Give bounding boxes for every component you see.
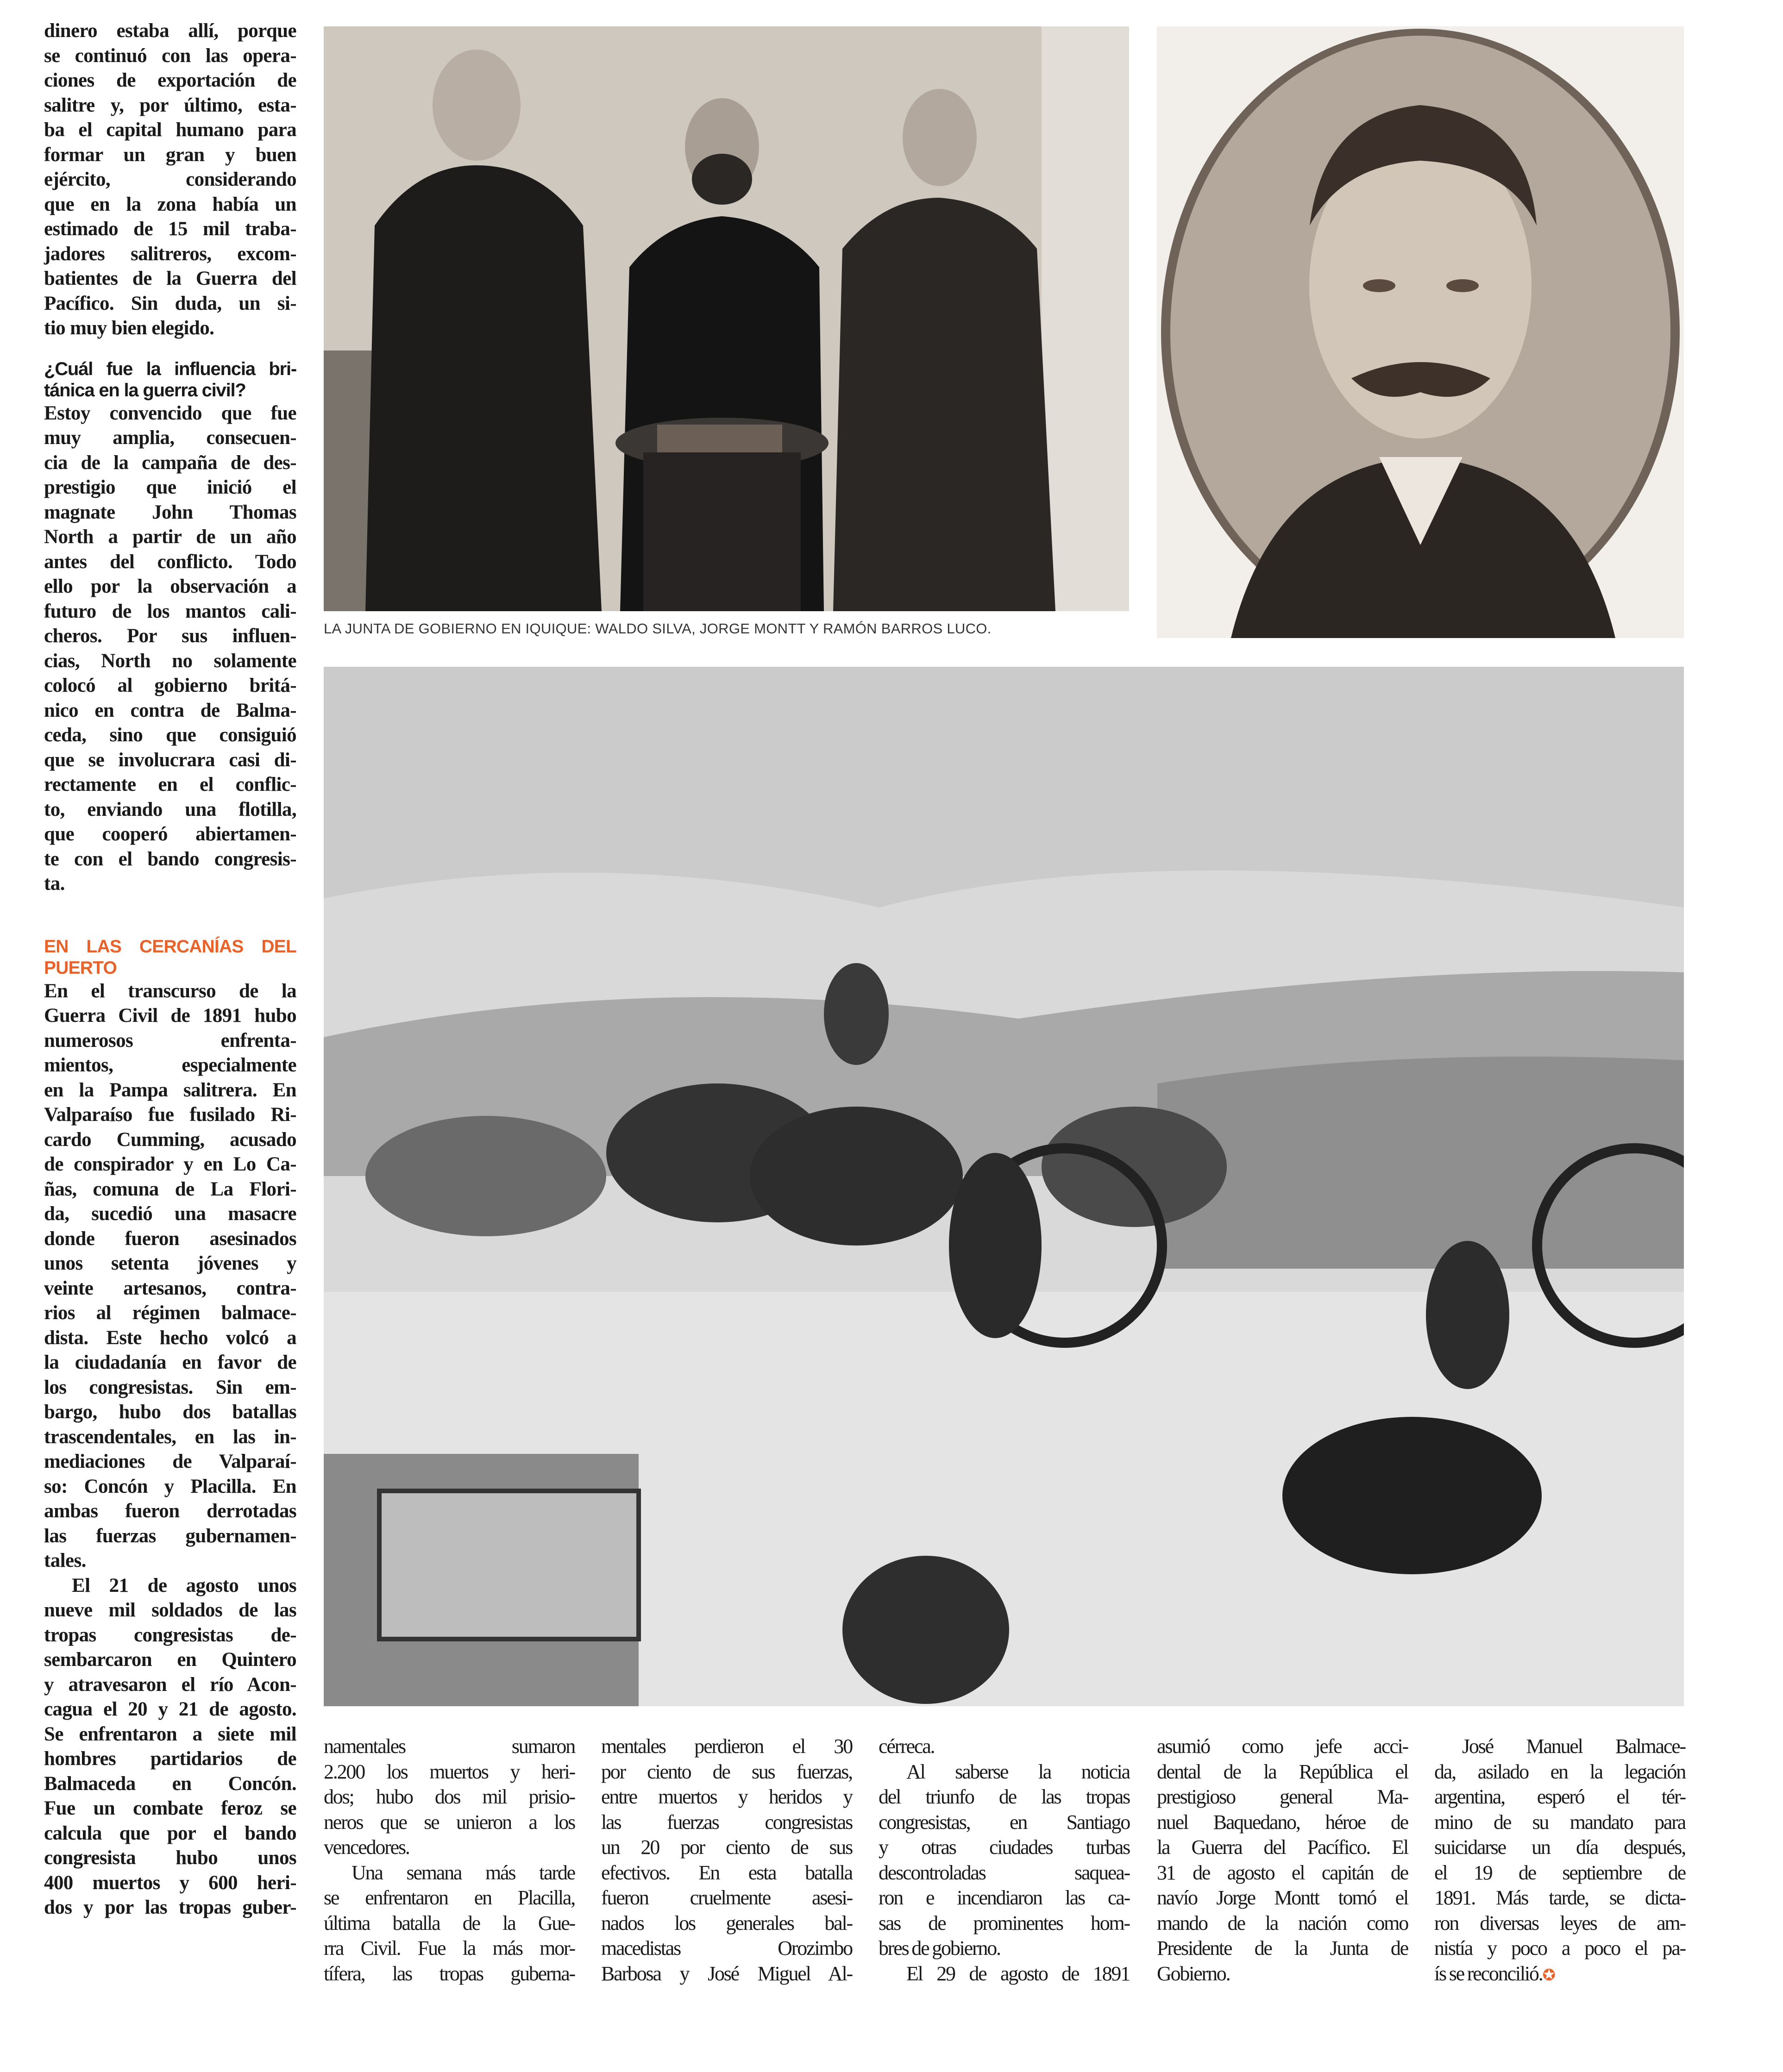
text-line: namentales sumaron xyxy=(324,1735,575,1758)
text-line: nados los generales bal- xyxy=(601,1911,852,1934)
text-line: por ciento de sus fuerzas, xyxy=(601,1760,852,1783)
text-line: nistía y poco a poco el pa- xyxy=(1434,1937,1685,1959)
text-line: Balmaceda en Concón. xyxy=(44,1772,296,1795)
text-line: los congresistas. Sin em- xyxy=(44,1376,296,1398)
text-line: cérreca. xyxy=(879,1735,935,1758)
text-line: asumió como jefe acci- xyxy=(1157,1735,1408,1758)
text-line: descontroladas saquea- xyxy=(879,1861,1130,1884)
text-line: la ciudadanía en favor de xyxy=(44,1352,296,1373)
text-line: tropas congresistas de- xyxy=(44,1624,296,1646)
text-line: sembarcaron en Quintero xyxy=(44,1649,296,1671)
text-line: cia de la campaña de des- xyxy=(44,451,296,474)
text-line: antes del conflicto. Todo xyxy=(44,551,296,573)
text-line: trascendentales, en las in- xyxy=(44,1426,296,1448)
text-line: Se enfrentaron a siete mil xyxy=(44,1723,296,1745)
text-line: en la Pampa salitrera. En xyxy=(44,1079,296,1101)
text-line: bargo, hubo dos batallas xyxy=(44,1401,296,1423)
text-line: prestigioso general Ma- xyxy=(1157,1785,1408,1808)
text-line: 400 muertos y 600 heri- xyxy=(44,1872,296,1894)
text-line: ejército, considerando xyxy=(44,169,296,190)
text-line: efectivos. En esta batalla xyxy=(601,1861,852,1884)
photo-caption: LA JUNTA DE GOBIERNO EN IQUIQUE: WALDO SILVA, JORGE MONTT Y RAMÓN BARROS LUCO. xyxy=(324,620,992,637)
article-end-icon: ✪ xyxy=(1542,1966,1556,1984)
text-line: unos setenta jóvenes y xyxy=(44,1252,296,1274)
text-line: que cooperó abiertamen- xyxy=(44,823,296,845)
text-line: 31 de agosto el capitán de xyxy=(1157,1861,1408,1884)
text-line: se continuó con las opera- xyxy=(44,44,296,67)
text-line: El 21 de agosto unos xyxy=(72,1574,296,1596)
text-line: sas de prominentes hom- xyxy=(879,1911,1130,1934)
text-line: ís se reconcilió.✪ xyxy=(1434,1962,1556,1985)
text-line: macedistas Orozimbo xyxy=(601,1937,852,1959)
text-line: North a partir de un año xyxy=(44,526,296,548)
text-line: te con el bando congresis- xyxy=(44,848,296,870)
text-line: ¿Cuál fue la influencia bri- xyxy=(44,358,296,379)
text-line: la Guerra del Pacífico. El xyxy=(1157,1836,1408,1859)
bottom-column-2 xyxy=(601,1734,852,1986)
text-line: Presidente de la Junta de xyxy=(1157,1937,1408,1959)
text-line: congresista hubo unos xyxy=(44,1847,296,1869)
text-line: 2.200 los muertos y heri- xyxy=(324,1760,575,1783)
text-line: so: Concón y Placilla. En xyxy=(44,1475,296,1497)
text-line: to, enviando una flotilla, xyxy=(44,798,296,820)
text-line: rra Civil. Fue la más mor- xyxy=(324,1937,575,1959)
text-line: 1891. Más tarde, se dicta- xyxy=(1434,1886,1685,1909)
text-line: jadores salitreros, excom- xyxy=(44,243,296,265)
text-line: neros que se unieron a los xyxy=(324,1810,575,1834)
text-line: nueve mil soldados de las xyxy=(44,1599,296,1621)
text-line: fueron cruelmente asesi- xyxy=(601,1886,852,1909)
text-line: que se involucrara casi di- xyxy=(44,749,296,771)
text-line: donde fueron asesinados xyxy=(44,1227,296,1250)
text-line: ambas fueron derrotadas xyxy=(44,1500,296,1522)
text-line: da, sucedió una masacre xyxy=(44,1203,296,1225)
text-line: de conspirador y en Lo Ca- xyxy=(44,1153,296,1175)
text-line: dos y por las tropas guber- xyxy=(44,1897,296,1918)
bottom-column-4 xyxy=(1157,1734,1408,1986)
text-line: cheros. Por sus influen- xyxy=(44,625,296,647)
battle-illustration xyxy=(324,667,1684,1706)
text-line: ciones de exportación de xyxy=(44,69,296,91)
text-line: ello por la observación a xyxy=(44,576,296,597)
text-line: cias, North no solamente xyxy=(44,650,296,672)
text-line: ñas, comuna de La Flori- xyxy=(44,1178,296,1200)
text-line: y atravesaron el río Acon- xyxy=(44,1673,296,1696)
text-line: Pacífico. Sin duda, un si- xyxy=(44,292,296,314)
text-line: ron diversas leyes de am- xyxy=(1434,1911,1685,1934)
junta-group-photo xyxy=(324,26,1129,611)
text-line: El 29 de agosto de 1891 xyxy=(906,1962,1130,1985)
text-line: Gobierno. xyxy=(1157,1962,1230,1985)
text-line: formar un gran y buen xyxy=(44,144,296,166)
text-line: estimado de 15 mil traba- xyxy=(44,218,296,240)
text-line: futuro de los mantos cali- xyxy=(44,600,296,622)
text-line: congresistas, en Santiago xyxy=(879,1810,1130,1834)
text-line: mentales perdieron el 30 xyxy=(601,1735,852,1758)
text-line: tífera, las tropas guberna- xyxy=(324,1962,575,1985)
text-line: magnate John Thomas xyxy=(44,501,296,523)
text-line: colocó al gobierno britá- xyxy=(44,675,296,696)
text-line: dos; hubo dos mil prisio- xyxy=(324,1785,575,1808)
text-line: rios al régimen balmace- xyxy=(44,1302,296,1324)
bottom-column-5 xyxy=(1434,1734,1685,1986)
text-line: mando de la nación como xyxy=(1157,1911,1408,1934)
text-line: navío Jorge Montt tomó el xyxy=(1157,1886,1408,1909)
text-line: argentina, esperó el tér- xyxy=(1434,1785,1685,1808)
text-line: ceda, sino que consiguió xyxy=(44,724,296,746)
text-line: Fue un combate feroz se xyxy=(44,1797,296,1819)
text-line: Guerra Civil de 1891 hubo xyxy=(44,1005,296,1027)
text-line: PUERTO xyxy=(44,958,117,978)
text-line: las fuerzas congresistas xyxy=(601,1810,852,1834)
text-line: ba el capital humano para xyxy=(44,119,296,141)
text-line: dental de la República el xyxy=(1157,1760,1408,1783)
text-line: mediaciones de Valparaí- xyxy=(44,1451,296,1472)
text-line: ta. xyxy=(44,873,65,895)
intro-paragraph xyxy=(44,19,296,341)
text-line: calcula que por el bando xyxy=(44,1822,296,1844)
text-line: tales. xyxy=(44,1550,86,1571)
text-line: mientos, especialmente xyxy=(44,1054,296,1076)
text-line: prestigio que inició el xyxy=(44,476,296,498)
text-line: se enfrentaron en Placilla, xyxy=(324,1886,575,1909)
text-line: dista. Este hecho volcó a xyxy=(44,1327,296,1349)
interview-question xyxy=(44,358,296,401)
text-line: muy amplia, consecuen- xyxy=(44,427,296,449)
bottom-column-3 xyxy=(879,1734,1130,1986)
bottom-column-1 xyxy=(324,1734,575,1986)
text-line: y otras ciudades turbas xyxy=(879,1836,1130,1859)
text-line: cagua el 20 y 21 de agosto. xyxy=(44,1698,296,1720)
section-paragraph xyxy=(44,979,296,1573)
text-line: el 19 de septiembre de xyxy=(1434,1861,1685,1884)
text-line: tio muy bien elegido. xyxy=(44,317,214,339)
section-paragraph xyxy=(44,1573,296,1920)
text-line: En el transcurso de la xyxy=(44,980,296,1002)
answer-paragraph xyxy=(44,401,296,896)
text-line: cardo Cumming, acusado xyxy=(44,1128,296,1151)
text-line: José Manuel Balmace- xyxy=(1462,1735,1685,1758)
text-line: ron e incendiaron las ca- xyxy=(879,1886,1130,1909)
text-line: del triunfo de las tropas xyxy=(879,1785,1130,1808)
text-line: nuel Baquedano, héroe de xyxy=(1157,1810,1408,1834)
text-line: dinero estaba allí, porque xyxy=(44,20,296,42)
text-line: las fuerzas gubernamen- xyxy=(44,1525,296,1547)
text-line: última batalla de la Gue- xyxy=(324,1911,575,1934)
text-line: suicidarse un día después, xyxy=(1434,1836,1685,1859)
text-line: Al saberse la noticia xyxy=(906,1760,1130,1783)
text-line: un 20 por ciento de sus xyxy=(601,1836,852,1859)
text-line: Una semana más tarde xyxy=(352,1861,575,1884)
text-line: da, asilado en la legación xyxy=(1434,1760,1685,1783)
text-line: entre muertos y heridos y xyxy=(601,1785,852,1808)
text-line: salitre y, por último, esta- xyxy=(44,94,296,116)
text-line: batientes de la Guerra del xyxy=(44,268,296,289)
text-line: Estoy convencido que fue xyxy=(44,402,296,424)
text-line: tánica en la guerra civil? xyxy=(44,380,246,401)
text-line: numerosos enfrenta- xyxy=(44,1029,296,1052)
text-line: nico en contra de Balma- xyxy=(44,699,296,721)
section-heading xyxy=(44,936,296,979)
text-line: vencedores. xyxy=(324,1836,409,1859)
text-line: Barbosa y José Miguel Al- xyxy=(601,1962,852,1985)
text-line: hombres partidarios de xyxy=(44,1748,296,1770)
text-line: bres de gobierno. xyxy=(879,1937,1000,1959)
text-line: veinte artesanos, contra- xyxy=(44,1277,296,1299)
balmaceda-portrait-photo xyxy=(1157,26,1684,638)
text-line: Valparaíso fue fusilado Ri- xyxy=(44,1104,296,1126)
text-line: mino de su mandato para xyxy=(1434,1810,1685,1834)
text-line: rectamente en el conflic- xyxy=(44,774,296,795)
text-line: que en la zona había un xyxy=(44,193,296,215)
left-text-column xyxy=(44,19,296,1920)
text-line: EN LAS CERCANÍAS DEL xyxy=(44,936,296,957)
